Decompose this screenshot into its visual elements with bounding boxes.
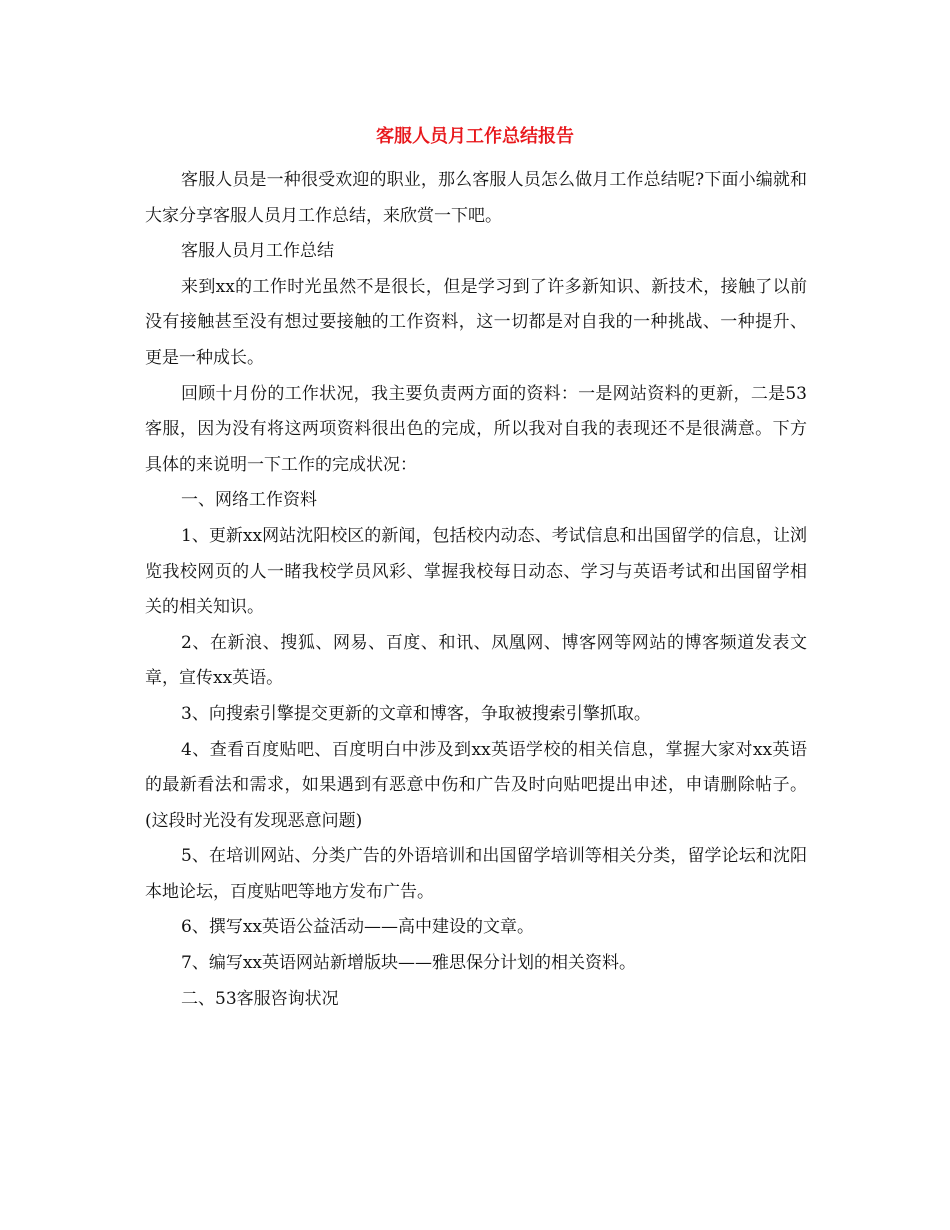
section-heading-network: 一、网络工作资料 [181,490,317,511]
list-item-1: 1、更新xx网站沈阳校区的新闻，包括校内动态、考试信息和出国留学的信息，让浏览我校网页的人一睹我校学员风彩、掌握我校每日动态、学习与英语考试和出国留学相关的相关知识。 [145,525,807,618]
list-item-5: 5、在培训网站、分类广告的外语培训和出国留学培训等相关分类，留学论坛和沈阳本地论坛，百度贴吧等地方发布广告。 [145,846,807,902]
list-item-3: 3、向搜索引擎提交更新的文章和博客，争取被搜索引擎抓取。 [181,703,651,724]
paragraph-subtitle: 客服人员月工作总结 [181,241,334,262]
list-item-6: 6、撰写xx英语公益活动——高中建设的文章。 [181,917,534,938]
document-body [145,163,807,1017]
list-item-7: 7、编写xx英语网站新增版块——雅思保分计划的相关资料。 [181,953,636,974]
paragraph-intro: 客服人员是一种很受欢迎的职业，那么客服人员怎么做月工作总结呢?下面小编就和大家分享客服人员月工作总结，来欣赏一下吧。 [145,170,807,226]
paragraph-experience: 来到xx的工作时光虽然不是很长，但是学习到了许多新知识、新技术，接触了以前没有接触甚至没有想过要接触的工作资料，这一切都是对自我的一种挑战、一种提升、更是一种成长。 [145,276,807,368]
document-title: 客服人员月工作总结报告 [376,126,574,147]
list-item-2: 2、在新浪、搜狐、网易、百度、和讯、凤凰网、博客网等网站的博客频道发表文章，宣传xx英语。 [145,632,807,689]
list-item-4: 4、查看百度贴吧、百度明白中涉及到xx英语学校的相关信息，掌握大家对xx英语的最新看法和需求，如果遇到有恶意中伤和广告及时向贴吧提出申述，申请删除帖子。(这段时光没有发现恶意问题) [145,739,807,831]
section-heading-customer-service: 二、53客服咨询状况 [181,988,339,1009]
paragraph-review: 回顾十月份的工作状况，我主要负责两方面的资料：一是网站资料的更新，二是53客服，因为没有将这两项资料很出色的完成，所以我对自我的表现还不是很满意。下方具体的来说明一下工作的完成状况： [145,383,807,475]
